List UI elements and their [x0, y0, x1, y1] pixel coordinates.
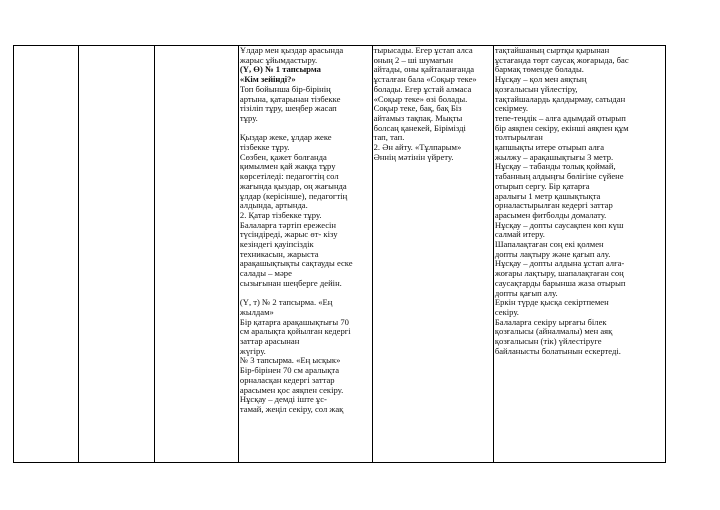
table-row [14, 46, 666, 463]
text-line: алдында, артында. [239, 200, 308, 211]
text-line: болсаң қанекей, Бірімізді [373, 122, 466, 133]
text-line: «Соқыр теке» өзі болады. [373, 93, 468, 104]
text-line: Бір-бірінен 70 см аралықта [239, 365, 340, 376]
text-line: тақтайшалардь қалдырмау, сатыдан [494, 93, 626, 104]
text-line: сызығынан шеңберге дейін. [239, 277, 342, 288]
activity-cell-column4 [238, 46, 372, 463]
column5-text [374, 46, 492, 162]
text-line: ұсталған бала «Соқыр теке» [373, 74, 477, 85]
text-line: қозғалысын (тік) үйлестіруге [494, 336, 602, 347]
text-line: 2. Қатар тізбекке тұру. [239, 209, 322, 220]
text-line: жүгіру. [239, 345, 266, 356]
text-line: орналасқан кедергі заттар [239, 374, 335, 385]
text-line: жоғары лақтыру, шапалақтаған соң [494, 268, 624, 279]
text-line: тақтайшаның сыртқы қырынан [494, 45, 610, 55]
text-line: арақашықтықты сақтауды еске [239, 258, 353, 269]
text-line: Шапалақтаған соң екі қолмен [494, 239, 604, 250]
text-line: қапшықты итере отырып алға [494, 142, 605, 153]
text-line: бармақ төменде болады. [494, 64, 584, 75]
text-line: арасымен қос аяқпен секіру. [239, 384, 344, 395]
text-line: тепе-теңдік – алға адымдай отырып [494, 112, 626, 123]
text-line: (Ү, Ө) № 1 тапсырма [239, 64, 321, 75]
empty-cell-2 [79, 46, 155, 463]
text-line: жылдам» [239, 306, 274, 317]
text-line: болады. Егер ұстай алмаса [373, 83, 472, 94]
text-line: Қыздар жеке, ұлдар жеке [239, 132, 332, 143]
text-line: байланысты болатынын ескертеді. [494, 345, 621, 356]
activity-cell-column6 [493, 46, 665, 463]
empty-cell-3 [154, 46, 238, 463]
text-line: (Ү, т) № 2 тапсырма. «Ең [239, 297, 333, 308]
text-line: табанның алдыңғы бөлігіне сүйене [494, 171, 624, 182]
text-line: Топ бойынша бір-бірінің [239, 83, 331, 94]
text-line: Ұлдар мен қыздар арасында [239, 45, 344, 55]
text-line: оның 2 – ші шумағын [373, 54, 453, 65]
text-line: аралығы 1 метр қашықтықта [494, 190, 601, 201]
text-line: Балаларға секіру ырғағы білек [494, 316, 607, 327]
text-line: тізбекке тұру. [239, 142, 290, 153]
text-line: тырысады. Егер ұстап алса [373, 45, 473, 55]
column6-text [495, 46, 664, 357]
activity-cell-column5 [372, 46, 493, 463]
text-line: Соқыр теке, бақ, бақ Біз [373, 103, 462, 114]
text-line: Нұсқау – қол мен аяқтың [494, 74, 587, 85]
text-line: Еркін түрде қысқа секіртпемен [494, 297, 609, 308]
text-line: Бір қатарға арақашықтығы 70 [239, 316, 349, 327]
text-line: саусақтарды барынша жаза отырып [494, 277, 626, 288]
text-line: тұру. [239, 112, 258, 123]
text-line: секіру. [494, 306, 519, 317]
text-line: жағында қыздар, оң жағында [239, 180, 347, 191]
text-line: допты лақтыру және қағып алу. [494, 248, 611, 259]
text-line: айтамыз тақпақ. Мықты [373, 112, 463, 123]
text-line: см аралықта қойылған кедергі [239, 326, 351, 337]
text-line: тізіліп тұру, шеңбер жасап [239, 103, 337, 114]
text-line: № 3 тапсырма. «Ең ысқык» [239, 355, 341, 366]
text-line: ұстағанда төрт саусақ жоғарыда, бас [494, 54, 629, 65]
text-line: техникасын, жарыста [239, 248, 319, 259]
text-line: Әннің мәтінін үйрету. [373, 151, 454, 162]
text-line: Нұсқау – демді іште ұс- [239, 394, 327, 405]
text-line: орналастырылған кедергі заттар [494, 200, 613, 211]
text-line: Сөзбен, қажет болғанда [239, 151, 327, 162]
text-line: артына, қатарынан тізбекке [239, 93, 341, 104]
text-line: арасымен фитболды домалату. [494, 209, 607, 220]
text-line: секірмеу. [494, 103, 528, 114]
text-line: қозғалысы (айналмалы) мен аяқ [494, 326, 613, 337]
text-line: тап, тап. [373, 132, 405, 143]
text-line: тамай, жеңіл секіру, сол жақ [239, 403, 344, 414]
text-line: көрсетіледі: педагогтің сол [239, 171, 339, 182]
text-line: қимылмен қай жаққа тұру [239, 161, 336, 172]
text-line: қозғалысын үйлестіру, [494, 83, 578, 94]
column4-text [240, 46, 371, 415]
text-line: кезіндегі қауіпсіздік [239, 239, 314, 250]
text-line: 2. Ән айту. «Тұлпарым» [373, 142, 462, 153]
text-line: заттар арасынан [239, 336, 300, 347]
text-line: Нұсқау – допты алдына ұстап алға- [494, 258, 625, 269]
text-line: жарыс ұйымдастыру. [239, 54, 318, 65]
text-line: Нұсқау – допты саусақпен көп күш [494, 219, 624, 230]
text-line: толтырылған [494, 132, 543, 143]
text-line: Балаларға тәртіп ережесін [239, 219, 337, 230]
lesson-plan-table [13, 45, 666, 463]
text-line: салмай итеру. [494, 229, 545, 240]
text-line: «Кім зейінді?» [239, 74, 296, 85]
text-line: бір аяқпен секіру, екінші аяқпен құм [494, 122, 629, 133]
text-line: допты қағып алу. [494, 287, 558, 298]
text-line: салады – мәре [239, 268, 292, 279]
empty-cell-1 [14, 46, 79, 463]
text-line: түсіндіреді, жарыс өт- кізу [239, 229, 338, 240]
text-line: Нұсқау – табанды толық қоймай, [494, 161, 616, 172]
text-line: ұлдар (керісінше), педагогтің [239, 190, 348, 201]
text-line: айтады, оны қайталанғанда [373, 64, 475, 75]
text-line: отырып сергу. Бір қатарға [494, 180, 590, 191]
text-line: жылжу – арақашықтығы 3 метр. [494, 151, 614, 162]
